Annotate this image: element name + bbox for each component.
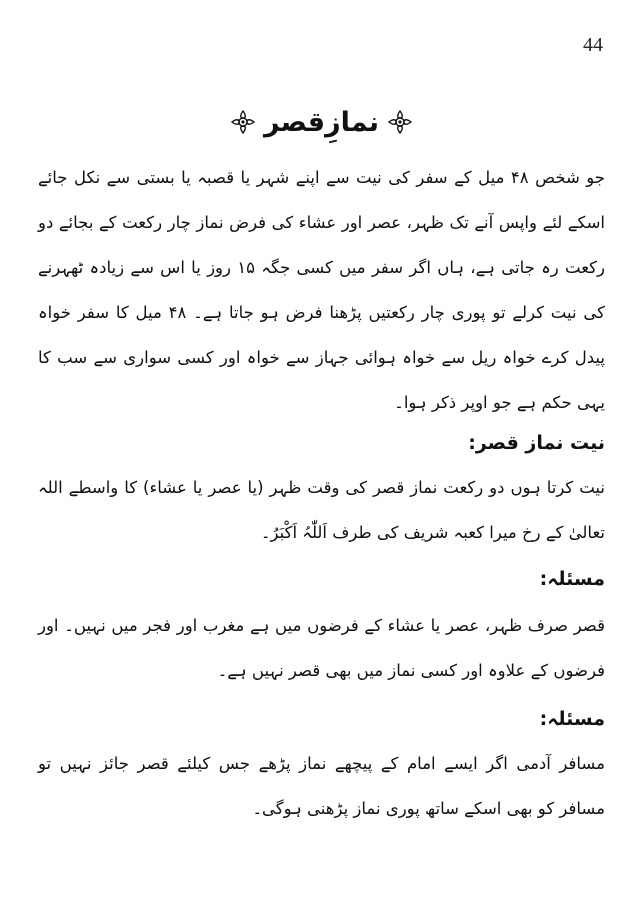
masala-paragraph-2: مسافر آدمی اگر ایسے امام کے پیچھے نماز پڑھے جس کیلئے قصر جائز نہیں تو مسافر کو بھی اسکے ساتھ پوری نماز پڑھنی ہوگی۔ [38, 754, 605, 818]
floral-ornament-icon [387, 109, 413, 135]
niyyat-heading: نیت نماز قصر: [468, 432, 605, 454]
masala-paragraph-1: قصر صرف ظہر، عصر یا عشاء کے فرضوں میں ہے مغرب اور فجر میں نہیں۔ اور فرضوں کے علاوہ اور کسی نماز میں بھی قصر نہیں ہے۔ [38, 616, 605, 680]
page-number: 44 [583, 34, 603, 56]
niyyat-paragraph: نیت کرتا ہوں دو رکعت نماز قصر کی وقت ظہر (یا عصر یا عشاء) کا واسطے اللہ تعالیٰ کے رخ میرا کعبہ شریف کی طرف اَللّٰہُ اَکْبَرُ۔ [38, 478, 605, 542]
title-block [0, 100, 643, 144]
masala-heading-1: مسئلہ: [539, 568, 605, 590]
masala-heading-2: مسئلہ: [539, 708, 605, 730]
page-content [38, 155, 605, 831]
floral-ornament-icon [230, 109, 256, 135]
intro-paragraph: جو شخص ۴۸ میل کے سفر کی نیت سے اپنے شہر یا قصبہ یا بستی سے نکل جائے اسکے لئے واپس آنے تک ظہر، عصر اور عشاء کی فرض نماز چار رکعت کے بجائے دو رکعت رہ جاتی ہے، ہاں اگر سفر میں کسی جگہ ۱۵ روز یا اس سے زیادہ ٹھہرنے کی نیت کرلے تو پوری چار رکعتیں پڑھنا فرض ہو جاتا ہے۔ ۴۸ میل کا سفر خواہ پیدل کرے خواہ ریل سے خواہ ہوائی جہاز سے خواہ اور کسی سواری سے سب کا یہی حکم ہے جو اوپر ذکر ہوا۔ [38, 168, 606, 412]
page-title: نمازِقصر [264, 106, 380, 138]
